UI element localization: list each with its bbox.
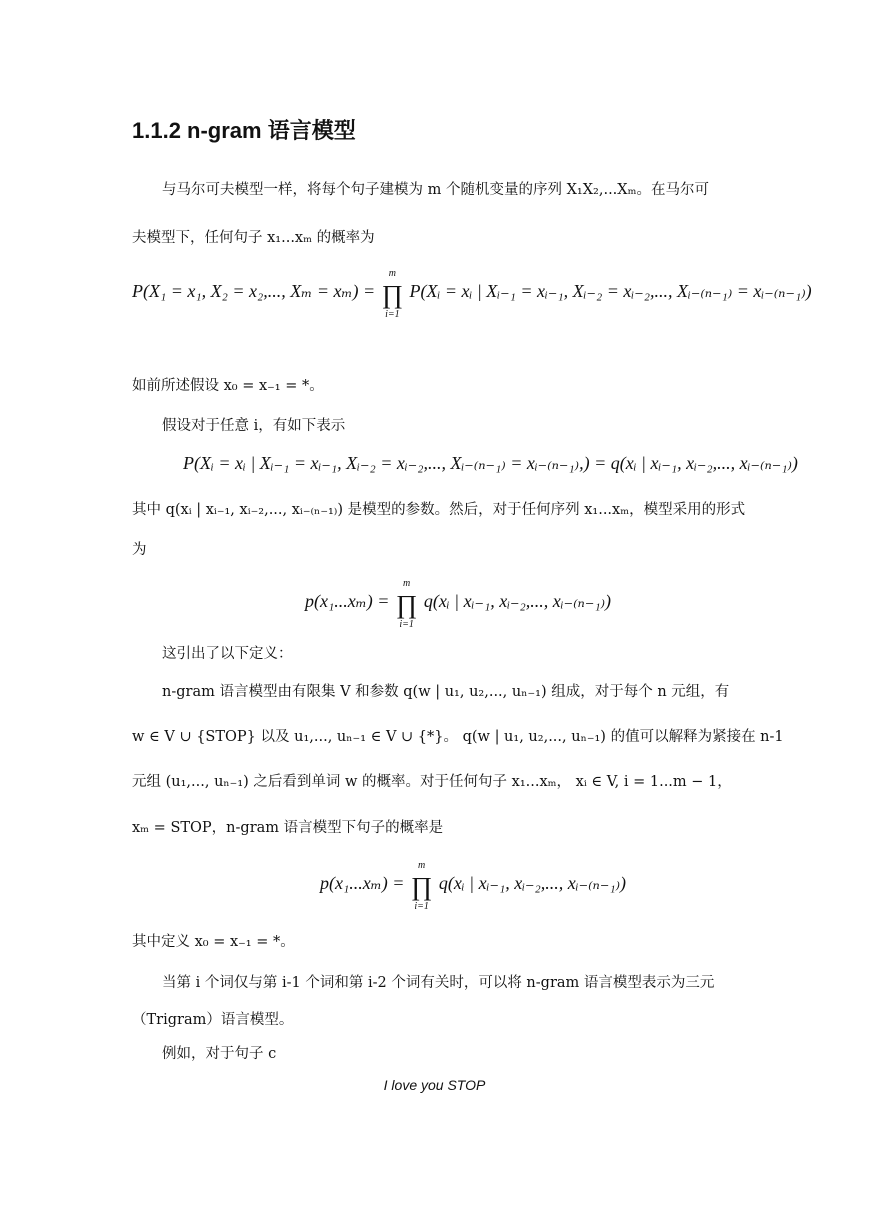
product-symbol: ∏ m i=1 xyxy=(395,578,418,630)
section-heading: 1.1.2 n-gram 语言模型 xyxy=(132,118,356,143)
paragraph-assume-any-i: 假设对于任意 i，有如下表示 xyxy=(162,418,346,434)
paragraph-ngram-definition-line1: n-gram 语言模型由有限集 V 和参数 q(w | u₁, u₂,..., uₙ₋₁) 组成，对于每个 n 元组，有 xyxy=(162,684,730,700)
formula-sent-lhs: p(x₁...xₘ) = xyxy=(320,873,405,893)
formula-conditional-q: P(Xᵢ = xᵢ | Xᵢ₋₁ = xᵢ₋₁, Xᵢ₋₂ = xᵢ₋₂,..., Xᵢ₋₍ₙ₋₁₎ = xᵢ₋₍ₙ₋₁₎,) = q(xᵢ | xᵢ₋₁, xᵢ₋₂,..., xᵢ₋₍ₙ₋₁₎) xyxy=(183,453,798,473)
formula-joint-probability xyxy=(132,268,812,320)
product-lower-limit: i=1 xyxy=(385,309,400,320)
paragraph-define-start-symbols: 其中定义 x₀ = x₋₁ = *。 xyxy=(132,934,295,950)
formula-seq-lhs: p(x₁...xₘ) = xyxy=(305,591,390,611)
paragraph-ngram-definition-line3: 元组 (u₁,..., uₙ₋₁) 之后看到单词 w 的概率。对于任何句子 x₁...xₘ， xᵢ ∈ V, i = 1...m − 1， xyxy=(132,774,732,790)
paragraph-ngram-definition-line4: xₘ = STOP，n-gram 语言模型下句子的概率是 xyxy=(132,820,444,836)
product-upper-limit: m xyxy=(403,578,411,589)
paragraph-trigram-line1: 当第 i 个词仅与第 i-1 个词和第 i-2 个词有关时，可以将 n-gram 语言模型表示为三元 xyxy=(162,975,715,991)
formula-sentence-probability xyxy=(320,860,627,912)
formula-seq-rhs: q(xᵢ | xᵢ₋₁, xᵢ₋₂,..., xᵢ₋₍ₙ₋₁₎) xyxy=(423,591,612,611)
product-symbol: ∏ m i=1 xyxy=(410,860,433,912)
product-lower-limit: i=1 xyxy=(399,619,414,630)
paragraph-parameters-line2: 为 xyxy=(132,542,147,558)
paragraph-assumption-start: 如前所述假设 x₀ = x₋₁ = *。 xyxy=(132,378,324,394)
product-upper-limit: m xyxy=(388,268,396,279)
paragraph-parameters-line1: 其中 q(xᵢ | xᵢ₋₁, xᵢ₋₂,..., xᵢ₋₍ₙ₋₁₎) 是模型的参数。然后，对于任何序列 x₁...xₘ，模型采用的形式 xyxy=(132,502,746,518)
product-lower-limit: i=1 xyxy=(414,901,429,912)
formula-joint-rhs: P(Xᵢ = xᵢ | Xᵢ₋₁ = xᵢ₋₁, Xᵢ₋₂ = xᵢ₋₂,..., Xᵢ₋₍ₙ₋₁₎ = xᵢ₋₍ₙ₋₁₎) xyxy=(409,281,812,301)
formula-sequence-probability xyxy=(305,578,612,630)
product-upper-limit: m xyxy=(418,860,426,871)
paragraph-markov-intro-line1: 与马尔可夫模型一样，将每个句子建模为 m 个随机变量的序列 X₁X₂,...Xₘ。在马尔可 xyxy=(162,182,709,198)
paragraph-definition-intro: 这引出了以下定义： xyxy=(162,646,293,662)
formula-joint-lhs: P(X₁ = x₁, X₂ = x₂,..., Xₘ = xₘ) = xyxy=(132,281,376,301)
formula-sent-rhs: q(xᵢ | xᵢ₋₁, xᵢ₋₂,..., xᵢ₋₍ₙ₋₁₎) xyxy=(438,873,627,893)
paragraph-markov-intro-line2: 夫模型下，任何句子 x₁...xₘ 的概率为 xyxy=(132,230,375,246)
paragraph-ngram-definition-line2: w ∈ V ∪ {STOP} 以及 u₁,..., uₙ₋₁ ∈ V ∪ {*}。 q(w | u₁, u₂,..., uₙ₋₁) 的值可以解释为紧接在 n-1 xyxy=(132,729,784,745)
product-symbol: ∏ m i=1 xyxy=(381,268,404,320)
paragraph-trigram-line2: （Trigram）语言模型。 xyxy=(132,1012,294,1028)
paragraph-example-intro: 例如，对于句子 c xyxy=(162,1046,277,1062)
example-sentence: I love you STOP xyxy=(383,1077,486,1093)
